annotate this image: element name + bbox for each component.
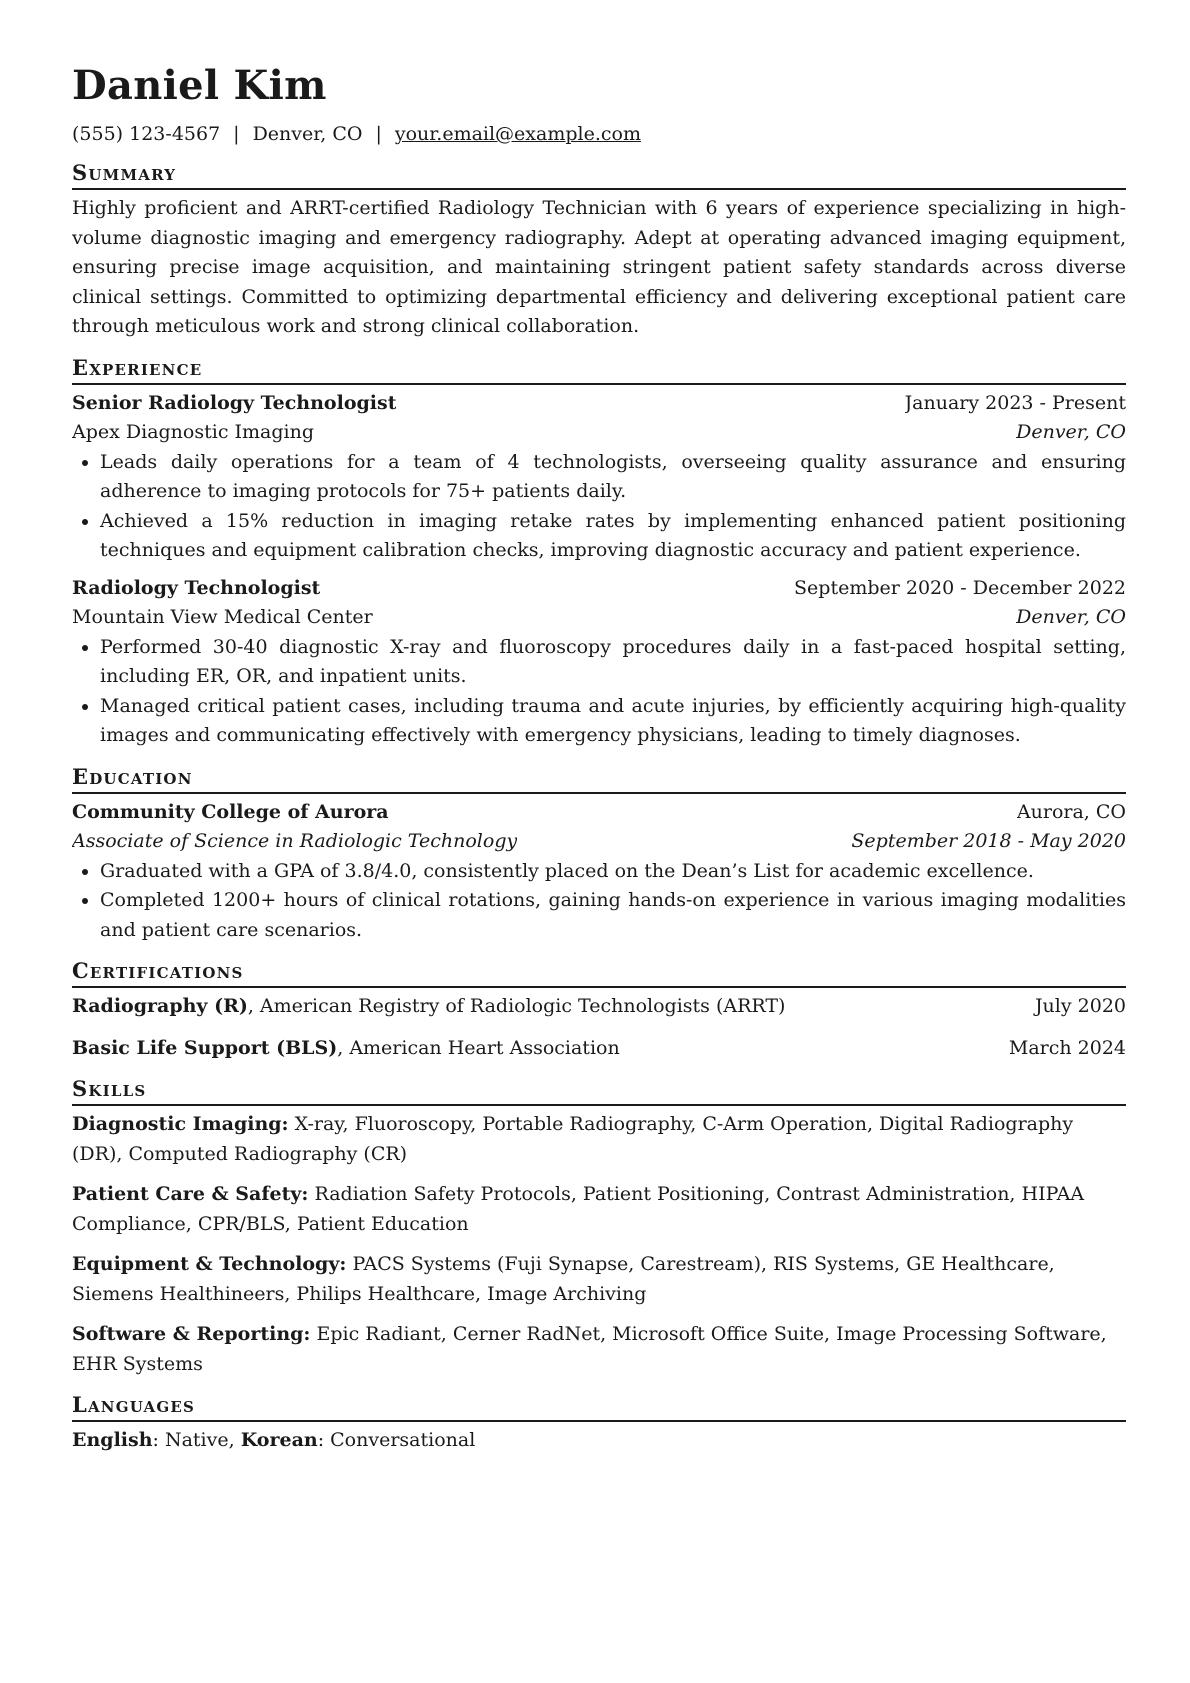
- phone-number: (555) 123-4567: [72, 123, 221, 145]
- section-title-education: Education: [72, 763, 1126, 794]
- summary-text: Highly proficient and ARRT-certified Radiology Technician with 6 years of experience specializing in high-volume diagnostic imaging and emergency radiography. Adept at operating advanced imaging equipment, ensuring precise image acquisition, and maintaining stringent patient safety standards across diverse clinical settings. Committed to optimizing departmental efficiency and delivering exceptional patient care through meticulous work and strong clinical collaboration.: [72, 197, 1126, 337]
- job-company: Apex Diagnostic Imaging: [72, 421, 314, 443]
- school-location: Aurora, CO: [1016, 800, 1126, 823]
- language-level: : Native,: [152, 1429, 241, 1451]
- skill-list: PACS Systems (Fuji Synapse, Carestream), RIS Systems, GE Healthcare, Siemens Healthineers, Philips Healthcare, Image Archiving: [72, 1253, 1055, 1305]
- bullet-item: • Achieved a 15% reduction in imaging retake rates by implementing enhanced patient positioning techniques and equipment calibration checks, improving diagnostic accuracy and patient experience.: [100, 507, 1126, 566]
- candidate-name: Daniel Kim: [72, 62, 327, 109]
- section-title-summary: Summary: [72, 159, 1126, 190]
- certification-issuer: , American Registry of Radiologic Technologists (ARRT): [247, 995, 786, 1017]
- job-location: Denver, CO: [1016, 606, 1126, 628]
- skill-list: Radiation Safety Protocols, Patient Positioning, Contrast Administration, HIPAA Compliance, CPR/BLS, Patient Education: [72, 1183, 1085, 1235]
- experience-section: [72, 354, 1126, 751]
- languages-section: [72, 1391, 1126, 1456]
- skills-section: [72, 1075, 1126, 1379]
- contact-line: [72, 121, 1126, 147]
- job-role: Senior Radiology Technologist: [72, 391, 397, 414]
- skill-label: Diagnostic Imaging:: [72, 1113, 289, 1135]
- language-name: Korean: [240, 1429, 318, 1451]
- skill-group: [72, 1110, 1126, 1169]
- section-title-experience: Experience: [72, 354, 1126, 385]
- section-title-certifications: Certifications: [72, 957, 1126, 988]
- skill-label: Patient Care & Safety:: [72, 1183, 309, 1205]
- bullet-item: • Graduated with a GPA of 3.8/4.0, consistently placed on the Dean’s List for academic excellence.: [100, 857, 1126, 887]
- skill-list: Epic Radiant, Cerner RadNet, Microsoft Office Suite, Image Processing Software, EHR Systems: [72, 1323, 1107, 1375]
- degree: Associate of Science in Radiologic Technology: [72, 830, 518, 852]
- job-role: Radiology Technologist: [72, 576, 321, 599]
- certification-item: [72, 1034, 1126, 1064]
- job-bullets: [72, 448, 1126, 566]
- education-section: [72, 763, 1126, 946]
- job-bullets: [72, 633, 1126, 751]
- summary-section: [72, 159, 1126, 342]
- job-location: Denver, CO: [1016, 421, 1126, 443]
- education-bullets: [72, 857, 1126, 946]
- certification-date: July 2020: [1034, 995, 1126, 1017]
- certification-date: March 2024: [1008, 1036, 1126, 1059]
- certifications-section: [72, 957, 1126, 1063]
- section-title-languages: Languages: [72, 1391, 1126, 1422]
- language-list: [72, 1426, 1126, 1456]
- certification-name: Basic Life Support (BLS): [72, 1036, 338, 1059]
- certification-issuer: , American Heart Association: [337, 1036, 620, 1059]
- language-level: : Conversational: [317, 1429, 476, 1451]
- contact-separator: |: [233, 123, 240, 145]
- bullet-item: • Performed 30-40 diagnostic X-ray and fluoroscopy procedures daily in a fast-paced hospital setting, including ER, OR, and inpatient units.: [100, 633, 1126, 692]
- location: Denver, CO: [252, 123, 363, 145]
- job-dates: January 2023 - Present: [904, 391, 1126, 414]
- resume-page: [72, 60, 1126, 1456]
- certification-name: Radiography (R): [72, 995, 248, 1017]
- job-entry: [72, 574, 1126, 751]
- email-link[interactable]: your.email@example.com: [394, 123, 641, 145]
- bullet-item: • Completed 1200+ hours of clinical rotations, gaining hands-on experience in various imaging modalities and patient care scenarios.: [100, 886, 1126, 945]
- certification-item: [72, 992, 1126, 1022]
- job-entry: [72, 389, 1126, 566]
- skill-group: [72, 1250, 1126, 1309]
- school-name: Community College of Aurora: [72, 800, 389, 823]
- skill-list: X-ray, Fluoroscopy, Portable Radiography, C-Arm Operation, Digital Radiography (DR), Computed Radiography (CR): [72, 1113, 1074, 1165]
- skill-group: [72, 1180, 1126, 1239]
- contact-separator: |: [375, 123, 382, 145]
- bullet-item: • Leads daily operations for a team of 4 technologists, overseeing quality assurance and ensuring adherence to imaging protocols for 75+ patients daily.: [100, 448, 1126, 507]
- job-dates: September 2020 - December 2022: [794, 576, 1126, 599]
- bullet-item: • Managed critical patient cases, including trauma and acute injuries, by efficiently acquiring high-quality images and communicating effectively with emergency physicians, leading to timely diagnoses.: [100, 692, 1126, 751]
- section-title-skills: Skills: [72, 1075, 1126, 1106]
- skill-group: [72, 1320, 1126, 1379]
- education-dates: September 2018 - May 2020: [851, 830, 1126, 852]
- skill-label: Equipment & Technology:: [72, 1253, 347, 1275]
- job-company: Mountain View Medical Center: [72, 606, 373, 628]
- language-name: English: [72, 1429, 153, 1451]
- skill-label: Software & Reporting:: [72, 1323, 311, 1345]
